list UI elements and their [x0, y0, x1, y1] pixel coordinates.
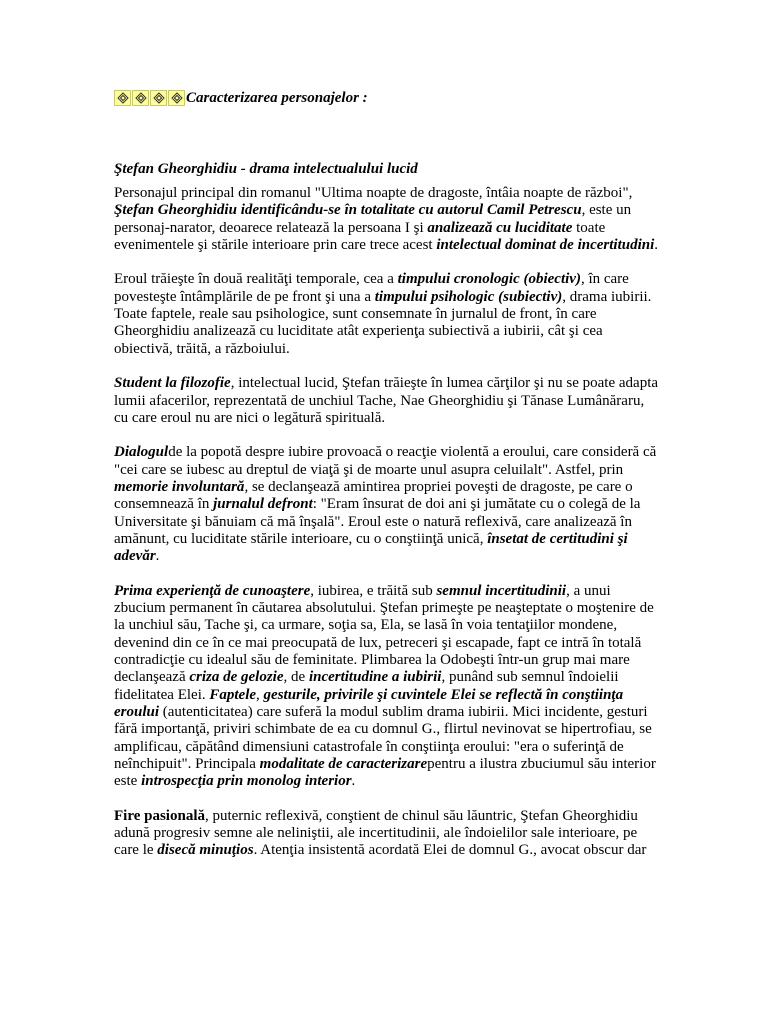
body-text: de la popotă despre iubire provoacă o reacţie violentă a eroului, care consideră că "cei care se iubesc au dreptul de viaţă şi de moarte unul asupra celuilalt". Astfel, prin: [114, 444, 657, 478]
body-text: Personajul principal din romanul "Ultima noapte de dragoste, întâia noapte de război",: [114, 185, 633, 201]
body-text: , de: [283, 669, 309, 686]
section-subtitle: Ştefan Gheorghidiu - drama intelectualului lucid: [114, 161, 418, 177]
body-text: , a unui zbucium permanent în căutarea absolutului. Ştefan primeşte pe neaşteptate o moştenire de la unchiul său, Tache şi, ca urmare, soţia sa, Ela, se lasă în voia tentaţiilor mondene, devenind din ce în ce mai preocupată de lux, petreceri şi escapade, fapt ce intră în totală contradicţie cu idealul său de feminitate. Plimbarea la Odobeşti într-un grup mai mare declanşează: [114, 582, 654, 686]
emphasis-text: gesturile, privirile şi cuvintele Elei se reflectă în conştiinţa eroului: [114, 686, 624, 720]
diamond-icon: [114, 90, 131, 106]
body-text: , este un personaj-narator, deoarece relatează la persoana I şi: [114, 202, 632, 236]
body-text: , punând sub semnul îndoielii fidelitatea Elei.: [114, 669, 619, 703]
emphasis-text: timpului psihologic (subiectiv): [374, 288, 563, 305]
diamond-icon: [132, 90, 149, 106]
emphasis-text: intelectual dominat de incertitudini: [436, 236, 655, 253]
emphasis-text: însetat de certitudini şi adevăr: [114, 530, 628, 565]
emphasis-text: Student la filozofie: [114, 375, 231, 392]
body-text: , puternic reflexivă, conştient de chinul său lăuntric, Ştefan Gheorghidiu adună progresiv semne ale neliniştii, ale incertitudinii, ale îndoielilor sale interioare, pe care le: [114, 807, 638, 859]
document-body: [114, 185, 662, 877]
body-text: , se declanşează amintirea propriei poveşti de dragoste, pe care o consemnează în: [114, 479, 633, 513]
emphasis-text: timpului cronologic (obiectiv): [397, 271, 581, 288]
emphasis-text: Dialogul: [114, 444, 169, 461]
diamond-icon: [150, 90, 167, 106]
emphasis-text: Faptele: [209, 686, 257, 703]
body-text: , drama iubirii. Toate faptele, reale sau psihologice, sunt consemnate în jurnalul de front, în care Gheorghidiu analizează cu luciditate atât experienţa subiectivă a iubirii, cât şi cea obiectivă, trăită, a războiului.: [114, 288, 652, 357]
heading-title: Caracterizarea personajelor :: [186, 90, 368, 106]
emphasis-text: introspecţia prin monolog interior: [141, 773, 352, 790]
emphasis-text: incertitudine a iubirii: [308, 669, 442, 686]
body-text: , iubirea, e trăită sub: [310, 582, 437, 599]
paragraph: [114, 444, 662, 565]
paragraph: [114, 185, 662, 254]
emphasis-text: disecă minuţios: [157, 842, 254, 859]
body-text: .: [155, 548, 160, 565]
paragraph: [114, 583, 662, 791]
body-text: : "Eram însurat de doi ani şi jumătate cu o colegă de la Universitate şi bănuiam că mă înşală". Eroul este o natură reflexivă, care analizează în amănunt, cu luciditate stările interioare, cu o conştiinţă unică,: [114, 496, 641, 547]
emphasis-text: criza de gelozie: [189, 669, 284, 686]
paragraph: [114, 271, 662, 357]
body-text: (autenticitatea) care suferă la modul sublim drama iubirii. Mici incidente, gesturi fără importanţă, priviri schimbate de ea cu domnul G., flirtul nevinovat se hipertrofiau, se amplificau, căpătând dimensiuni catastrofale în conştiinţa eroului: "era o suferinţă de neînchipuit". Principala: [114, 703, 652, 772]
body-text: .: [654, 236, 659, 253]
emphasis-text: Ştefan Gheorghidiu identificându-se în totalitate cu autorul Camil Petrescu: [114, 202, 582, 219]
paragraph: [114, 808, 662, 860]
body-text: , intelectual lucid, Ştefan trăieşte în lumea cărţilor şi nu se poate adapta lumii afacerilor, reprezentată de unchiul Tache, Nae Gheorghidiu şi Tănase Lumânăraru, cu care eroul nu are nici o legătură spirituală.: [114, 375, 659, 426]
emphasis-text: modalitate de caracterizare: [259, 755, 428, 772]
emphasis-text: memorie involuntară: [114, 479, 245, 496]
body-text: .: [351, 773, 356, 790]
emphasis-text: jurnalul defront: [213, 496, 313, 513]
diamond-icon: [168, 90, 185, 106]
emphasis-text: analizează cu luciditate: [427, 219, 573, 236]
body-text: ,: [256, 686, 264, 703]
body-text: pentru a ilustra zbuciumul său interior este: [114, 755, 656, 790]
emphasis-text: semnul incertitudinii: [436, 582, 567, 599]
body-text: toate evenimentele şi stările interioare prin care trece acest: [114, 219, 606, 253]
body-text: , în care povesteşte întâmplările de pe front şi una a: [114, 271, 629, 305]
heading-icons: [114, 90, 186, 106]
heading-row: [114, 89, 368, 107]
body-text: Eroul trăieşte în două realităţi temporale, cea a: [114, 271, 398, 288]
emphasis-text: Prima experienţă de cunoaştere: [114, 582, 311, 599]
body-text: . Atenţia insistentă acordată Elei de domnul G., avocat obscur dar: [253, 842, 647, 859]
paragraph: [114, 375, 662, 427]
emphasis-text: Fire pasională: [114, 807, 205, 824]
